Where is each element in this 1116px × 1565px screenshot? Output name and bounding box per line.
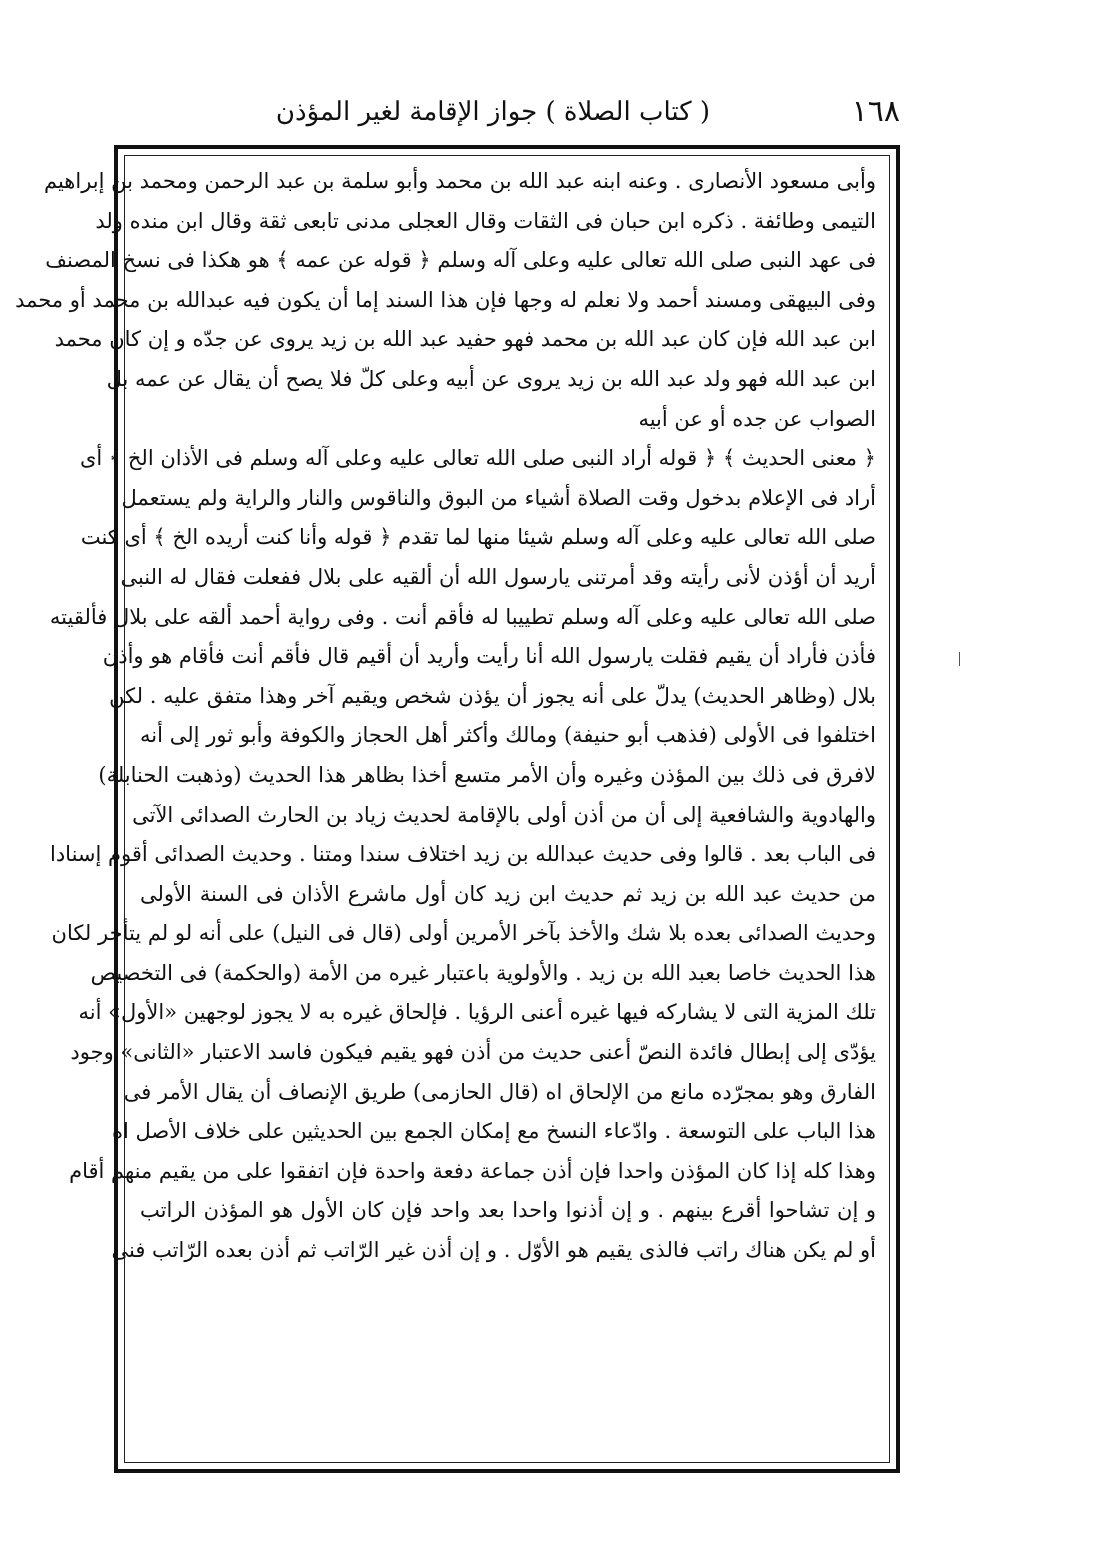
text-line: صلى الله تعالى عليه وعلى آله وسلم شيئا منها لما تقدم ﴿ قوله وأنا كنت أريده الخ ﴾ أى كنت <box>80 525 876 550</box>
text-line: أراد فى الإعلام بدخول وقت الصلاة أشياء من البوق والناقوس والنار والراية ولم يستعمل <box>121 485 876 510</box>
text-line: والهادوية والشافعية إلى أن من أذن أولى بالإقامة لحديث زياد بن الحارث الصدائى الآتى <box>132 802 876 827</box>
text-line: ابن عبد الله فإن كان عبد الله بن محمد فهو حفيد عبد الله بن زيد يروى عن جدّه و إن كان محمد <box>54 327 876 352</box>
text-line: وفى البيهقى ومسند أحمد ولا نعلم له وجها فإن هذا السند إما أن يكون فيه عبدالله بن محمد أو محمد <box>15 287 876 312</box>
text-line: من حديث عبد الله بن زيد ثم حديث ابن زيد كان أول ماشرع الأذان فى السنة الأولى <box>140 881 876 906</box>
text-line: لافرق فى ذلك بين المؤذن وغيره وأن الأمر متسع أخذا بظاهر هذا الحديث (وذهبت الحنابلة) <box>98 762 876 787</box>
text-line: أو لم يكن هناك راتب فالذى يقيم هو الأوّل . و إن أذن غير الرّاتب ثم أذن بعده الرّاتب فنى <box>111 1238 876 1263</box>
text-line: هذا الباب على التوسعة . وادّعاء النسخ مع إمكان الجمع بين الحديثين على خلاف الأصل اه <box>111 1119 876 1144</box>
text-line: فى الباب بعد . قالوا وفى حديث عبدالله بن زيد اختلاف سندا ومتنا . وحديث الصدائى أقوم إسنادا <box>50 842 876 867</box>
text-line: أريد أن أؤذن لأنى رأيته وقد أمرتنى يارسول الله أن ألقيه على بلال ففعلت فقال له النبى <box>120 564 876 589</box>
text-line: هذا الحديث خاصا بعبد الله بن زيد . والأولوية باعتبار غيره من الأمة (والحكمة) فى التخصيص <box>90 960 876 985</box>
text-line: وحديث الصدائى بعده بلا شك والأخذ بآخر الأمرين أولى (قال فى النيل) على أنه لو لم يتأخر لكان <box>51 921 876 946</box>
text-line: و إن تشاحوا أقرع بينهم . و إن أذنوا واحدا بعد واحد فإن كان الأول هو المؤذن الراتب <box>140 1198 876 1223</box>
text-line: الفارق وهو بمجرّده مانع من الإلحاق اه (قال الحازمى) طريق الإنصاف أن يقال الأمر فى <box>123 1079 876 1104</box>
text-line: التيمى وطائفة . ذكره ابن حبان فى الثقات وقال العجلى مدنى تابعى ثقة وقال ابن منده ولد <box>95 208 876 233</box>
text-line: تلك المزية التى لا يشاركه فيها غيره أعنى الرؤيا . فإلحاق غيره به لا يجوز لوجهين «الأول» أنه <box>78 1000 876 1025</box>
text-line: فأذن فأراد أن يقيم فقلت يارسول الله أنا رأيت وأريد أن أقيم قال فأقم أنت فأقام هو وأذن <box>102 644 876 669</box>
running-title: ( كتاب الصلاة ) جواز الإقامة لغير المؤذن <box>275 97 710 127</box>
text-line: فى عهد النبى صلى الله تعالى عليه وعلى آله وسلم ﴿ قوله عن عمه ﴾ هو هكذا فى نسخ المصنف <box>45 248 876 273</box>
body-text <box>15 162 876 1462</box>
text-line: بلال (وظاهر الحديث) يدلّ على أنه يجوز أن يؤذن شخص ويقيم آخر وهذا متفق عليه . لكن <box>109 683 876 708</box>
text-line: وأبى مسعود الأنصارى . وعنه ابنه عبد الله بن محمد وأبو سلمة بن عبد الرحمن ومحمد بن إبراهيم <box>43 169 876 193</box>
page-number: ١٦٨ <box>851 94 900 129</box>
margin-mark <box>959 652 960 666</box>
text-line: اختلفوا فى الأولى (فذهب أبو حنيفة) ومالك وأكثر أهل الحجاز والكوفة وأبو ثور إلى أنه <box>140 723 876 748</box>
text-line: ابن عبد الله فهو ولد عبد الله بن زيد يروى عن أبيه وعلى كلّ فلا يصح أن يقال عن عمه بل <box>106 366 876 391</box>
text-line: ﴿ معنى الحديث ﴾ ﴿ قوله أراد النبى صلى الله تعالى عليه وعلى آله وسلم فى الأذان الخ ﴾ أى <box>79 446 876 471</box>
text-line: صلى الله تعالى عليه وعلى آله وسلم تطييبا له فأقم أنت . وفى رواية أحمد ألقه على بلال فألقيته <box>49 604 876 629</box>
running-header <box>275 92 910 138</box>
text-line: يؤدّى إلى إبطال فائدة النصّ أعنى حديث من أذن فهو يقيم فيكون فاسد الاعتبار «الثانى» وجود <box>70 1040 876 1065</box>
text-line: وهذا كله إذا كان المؤذن واحدا فإن أذن جماعة دفعة واحدة فإن اتفقوا على من يقيم منهم أقام <box>69 1158 876 1183</box>
text-line: الصواب عن جده أو عن أبيه <box>638 406 876 431</box>
